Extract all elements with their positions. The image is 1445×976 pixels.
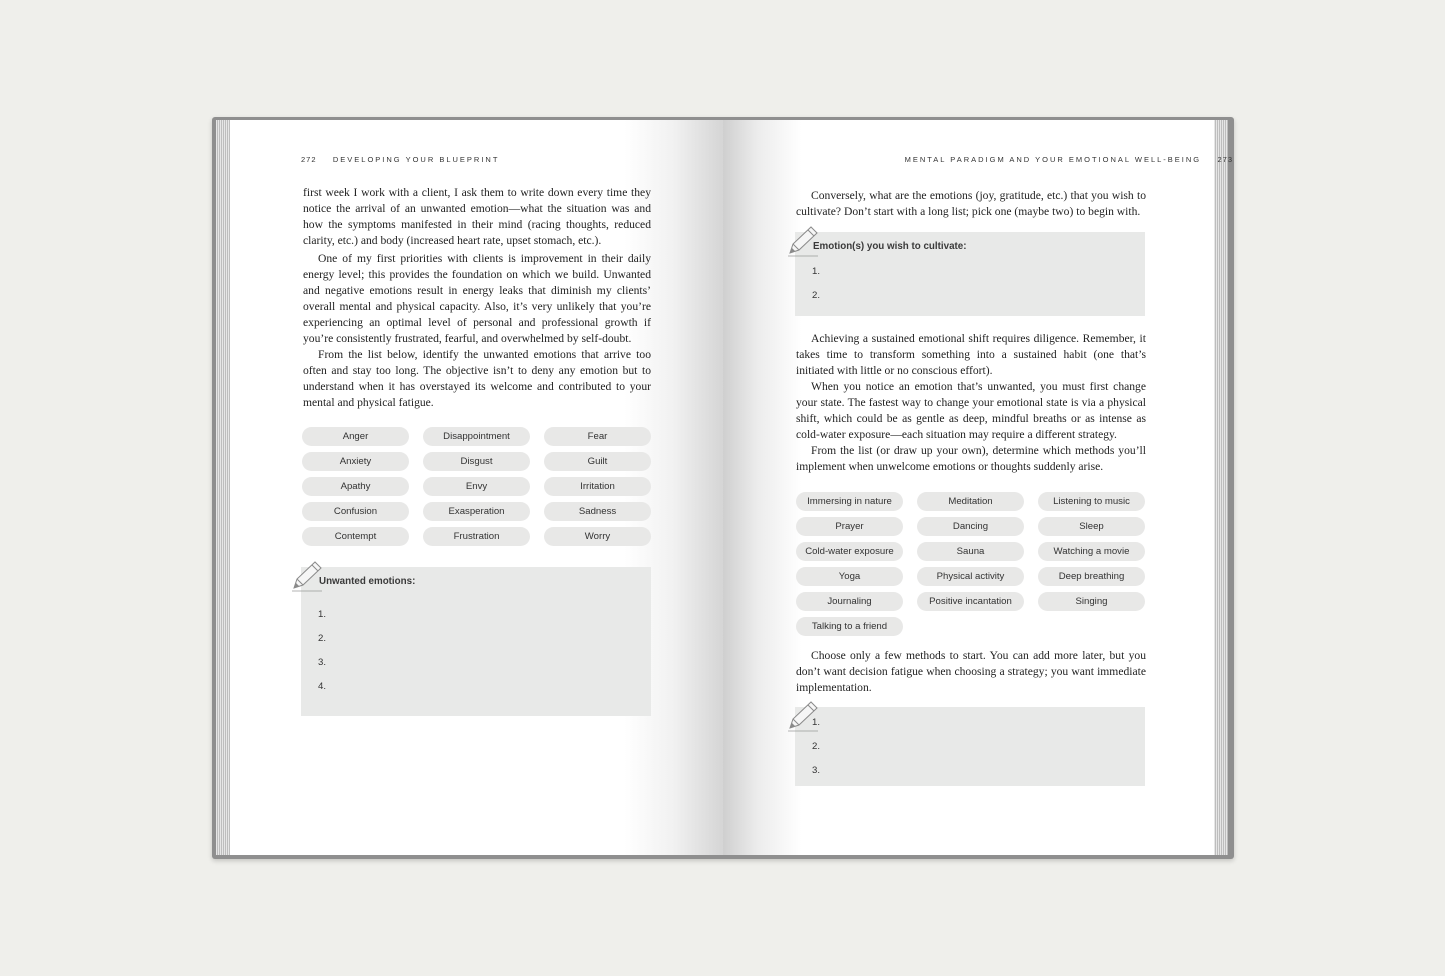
left-paragraph-3: From the list below, identify the unwanted emotions that arrive too often and stay too long. The objective isn’t to deny any emotion but to understand when it has overstayed its welcome and contributed to your mental and physical fatigue. bbox=[303, 348, 651, 409]
pencil-icon bbox=[290, 560, 324, 592]
method-pill[interactable]: Physical activity bbox=[917, 567, 1024, 586]
methods-line-3[interactable]: 3. bbox=[812, 765, 821, 776]
method-pill[interactable]: Listening to music bbox=[1038, 492, 1145, 511]
emotion-pill[interactable]: Contempt bbox=[302, 527, 409, 546]
worksheet-line-2[interactable]: 2. bbox=[318, 633, 327, 644]
method-pill[interactable]: Immersing in nature bbox=[796, 492, 903, 511]
left-running-title: DEVELOPING YOUR BLUEPRINT bbox=[332, 155, 500, 164]
emotion-pill[interactable]: Disgust bbox=[423, 452, 530, 471]
left-running-head bbox=[301, 155, 499, 164]
emotion-pill[interactable]: Sadness bbox=[544, 502, 651, 521]
method-pill[interactable]: Cold-water exposure bbox=[796, 542, 903, 561]
right-page-number: 273 bbox=[1217, 155, 1233, 164]
method-pill[interactable]: Meditation bbox=[917, 492, 1024, 511]
method-pill[interactable]: Talking to a friend bbox=[796, 617, 903, 636]
emotion-pill[interactable]: Disappointment bbox=[423, 427, 530, 446]
method-pill[interactable]: Deep breathing bbox=[1038, 567, 1145, 586]
method-pill[interactable]: Positive incantation bbox=[917, 592, 1024, 611]
right-intro bbox=[796, 188, 1146, 220]
worksheet-title: Unwanted emotions: bbox=[319, 576, 416, 587]
right-paragraph-1: Achieving a sustained emotional shift requires diligence. Remember, it takes time to transform something into a sustained habit (one that’s initiated with little or no conscious effort). bbox=[796, 332, 1146, 377]
method-pill[interactable]: Dancing bbox=[917, 517, 1024, 536]
right-paragraph-2: When you notice an emotion that’s unwanted, you must first change your state. The fastest way to change your emotional state is via a physical shift, which could be as gentle as deep, mindful breaths or as intense as cold-water exposure—each situation may require a different strategy. bbox=[796, 380, 1146, 441]
worksheet-line-3[interactable]: 3. bbox=[318, 657, 327, 668]
emotion-pill[interactable]: Envy bbox=[423, 477, 530, 496]
method-pill[interactable]: Prayer bbox=[796, 517, 903, 536]
left-body-text bbox=[303, 185, 651, 411]
cultivate-lines bbox=[812, 265, 820, 313]
emotion-pill[interactable]: Apathy bbox=[302, 477, 409, 496]
cultivate-line-2[interactable]: 2. bbox=[812, 290, 821, 301]
pencil-icon bbox=[786, 225, 820, 257]
emotion-pill[interactable]: Fear bbox=[544, 427, 651, 446]
method-pill[interactable]: Journaling bbox=[796, 592, 903, 611]
unwanted-emotions-worksheet bbox=[301, 567, 651, 716]
method-pill[interactable]: Sauna bbox=[917, 542, 1024, 561]
left-paragraph-1: first week I work with a client, I ask them to write down every time they notice the arrival of an unwanted emotion—what the situation was and how the symptoms manifested in their mind (racing thoughts, reduced clarity, etc.) and body (increased heart rate, upset stomach, etc.). bbox=[303, 186, 651, 247]
method-pill[interactable]: Yoga bbox=[796, 567, 903, 586]
right-paragraph-3: From the list (or draw up your own), determine which methods you’ll implement when unwelcome emotions or thoughts suddenly arise. bbox=[796, 444, 1146, 473]
right-closing bbox=[796, 648, 1146, 696]
right-intro-paragraph: Conversely, what are the emotions (joy, gratitude, etc.) that you wish to cultivate? Don’t start with a long list; pick one (maybe two) to begin with. bbox=[796, 189, 1146, 218]
worksheet-line-1[interactable]: 1. bbox=[318, 609, 327, 620]
right-running-title: MENTAL PARADIGM AND YOUR EMOTIONAL WELL-BEING bbox=[904, 155, 1202, 164]
emotion-pill[interactable]: Guilt bbox=[544, 452, 651, 471]
cultivate-title: Emotion(s) you wish to cultivate: bbox=[813, 241, 967, 252]
worksheet-line-4[interactable]: 4. bbox=[318, 681, 327, 692]
method-pill[interactable]: Sleep bbox=[1038, 517, 1145, 536]
methods-line-2[interactable]: 2. bbox=[812, 741, 821, 752]
worksheet-lines bbox=[318, 608, 326, 704]
methods-worksheet bbox=[795, 707, 1145, 786]
emotion-pill[interactable]: Irritation bbox=[544, 477, 651, 496]
left-paragraph-2: One of my first priorities with clients is improvement in their daily energy level; this provides the foundation on which we build. Unwanted and negative emotions result in energy leaks that diminish my clients’ overall mental and physical capacity. Also, it’s very unlikely that you’re experiencing an optimal level of personal and professional growth if you’re consistently frustrated, fearful, and overwhelmed by self-doubt. bbox=[303, 252, 651, 345]
methods-list bbox=[796, 492, 1146, 636]
method-pill[interactable]: Singing bbox=[1038, 592, 1145, 611]
emotion-pill[interactable]: Exasperation bbox=[423, 502, 530, 521]
emotions-list bbox=[302, 427, 652, 546]
right-page-edges bbox=[1212, 120, 1228, 855]
emotion-pill[interactable]: Frustration bbox=[423, 527, 530, 546]
right-closing-paragraph: Choose only a few methods to start. You can add more later, but you don’t want decision fatigue when choosing a strategy; you want immediate implementation. bbox=[796, 649, 1146, 694]
emotion-pill[interactable]: Anxiety bbox=[302, 452, 409, 471]
left-page-number: 272 bbox=[301, 155, 317, 164]
emotion-pill[interactable]: Worry bbox=[544, 527, 651, 546]
right-body-text bbox=[796, 331, 1146, 475]
right-running-head bbox=[905, 155, 1233, 164]
pencil-icon bbox=[786, 700, 820, 732]
cultivate-worksheet bbox=[795, 232, 1145, 316]
method-pill[interactable]: Watching a movie bbox=[1038, 542, 1145, 561]
cultivate-line-1[interactable]: 1. bbox=[812, 266, 821, 277]
emotion-pill[interactable]: Anger bbox=[302, 427, 409, 446]
emotion-pill[interactable]: Confusion bbox=[302, 502, 409, 521]
methods-line-1[interactable]: 1. bbox=[812, 717, 821, 728]
